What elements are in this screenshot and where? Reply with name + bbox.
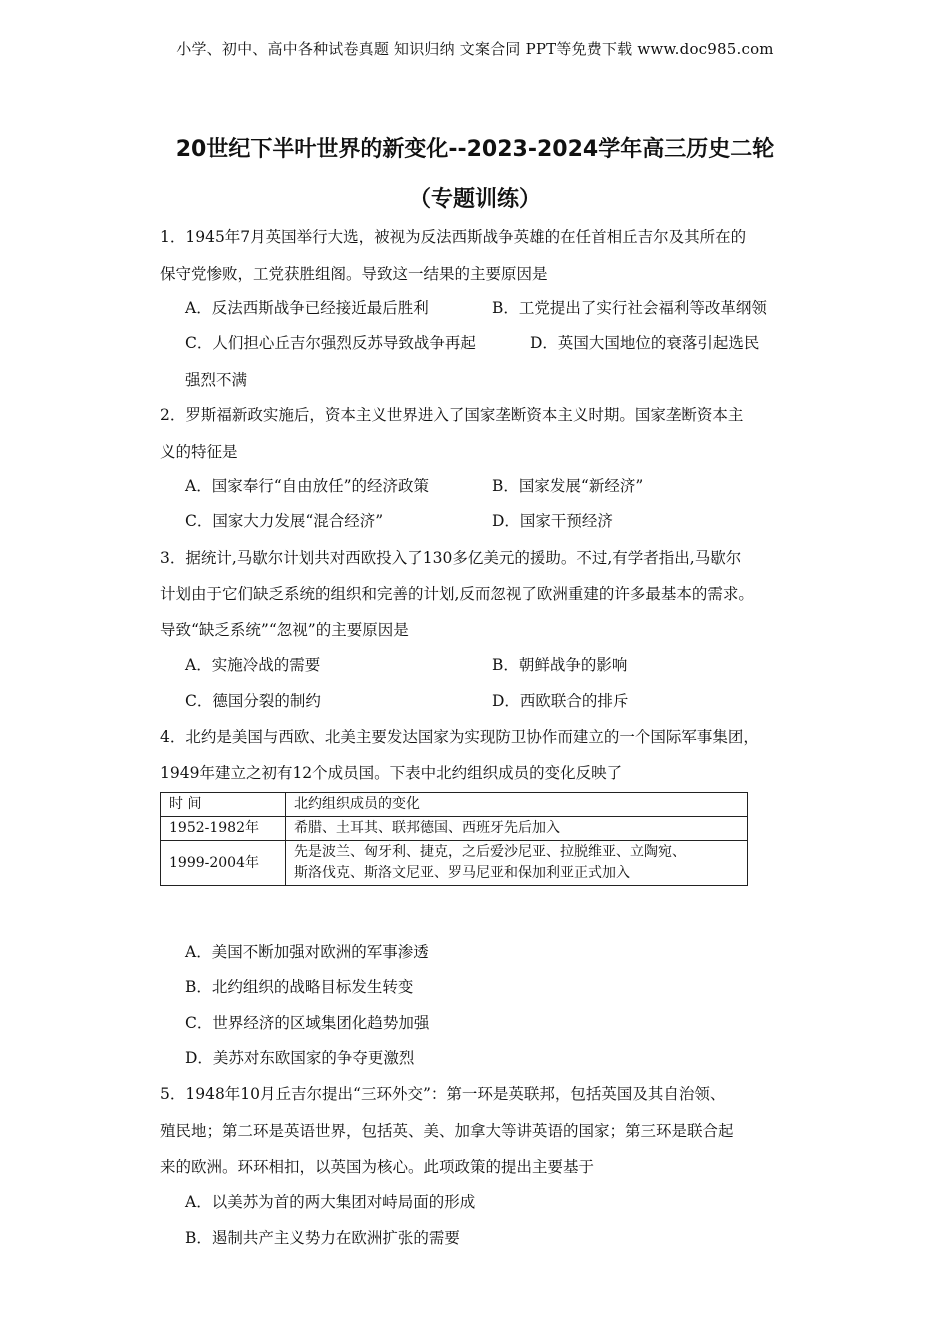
table-header-change: 北约组织成员的变化 [286, 793, 748, 817]
q3-stem-3: 导致“缺乏系统”“忽视”的主要原因是 [160, 621, 409, 639]
doc-title-line2: （专题训练） [408, 187, 541, 212]
q1-option-d-cont: 强烈不满 [185, 371, 248, 389]
q3-option-b: B．朝鲜战争的影响 [492, 656, 628, 674]
q1-option-a: A．反法西斯战争已经接近最后胜利 [185, 299, 429, 317]
table-header-time: 时 间 [161, 793, 286, 817]
q2-stem-2: 义的特征是 [160, 443, 238, 461]
q3-option-c: C．德国分裂的制约 [185, 692, 321, 710]
nato-members-table [160, 792, 748, 886]
q4-stem-1: 4．北约是美国与西欧、北美主要发达国家为实现防卫协作而建立的一个国际军事集团， [160, 728, 759, 746]
q4-option-d: D．美苏对东欧国家的争夺更激烈 [185, 1049, 415, 1067]
q5-stem-2: 殖民地；第二环是英语世界，包括英、美、加拿大等讲英语的国家；第三环是联合起 [160, 1122, 734, 1140]
table-cell [286, 841, 748, 886]
table-row [161, 817, 748, 841]
q4-option-b: B．北约组织的战略目标发生转变 [185, 978, 414, 996]
q4-option-a: A．美国不断加强对欧洲的军事渗透 [185, 943, 429, 961]
q1-option-b: B．工党提出了实行社会福利等改革纲领 [492, 299, 767, 317]
q2-stem-1: 2．罗斯福新政实施后，资本主义世界进入了国家垄断资本主义时期。国家垄断资本主 [160, 406, 744, 424]
q2-option-d: D．国家干预经济 [492, 512, 613, 530]
q2-option-b: B．国家发展“新经济” [492, 477, 644, 495]
page-header: 小学、初中、高中各种试卷真题 知识归纳 文案合同 PPT等免费下载 www.doc985.com [176, 40, 774, 58]
q1-stem-2: 保守党惨败，工党获胜组阁。导致这一结果的主要原因是 [160, 265, 548, 283]
q1-stem-1: 1．1945年7月英国举行大选，被视为反法西斯战争英雄的在任首相丘吉尔及其所在的 [160, 228, 747, 246]
q2-option-c: C．国家大力发展“混合经济” [185, 512, 384, 530]
q3-stem-2: 计划由于它们缺乏系统的组织和完善的计划,反而忽视了欧洲重建的许多最基本的需求。 [160, 585, 754, 603]
q5-stem-1: 5．1948年10月丘吉尔提出“三环外交”：第一环是英联邦，包括英国及其自治领、 [160, 1085, 726, 1103]
q3-stem-1: 3．据统计,马歇尔计划共对西欧投入了130多亿美元的援助。不过,有学者指出,马歇尔 [160, 549, 742, 567]
table-cell: 希腊、土耳其、联邦德国、西班牙先后加入 [286, 817, 748, 841]
table-cell-line: 先是波兰、匈牙利、捷克，之后爱沙尼亚、拉脱维亚、立陶宛、 [294, 844, 686, 860]
q1-option-c: C．人们担心丘吉尔强烈反苏导致战争再起 [185, 334, 476, 352]
table-cell-line: 斯洛伐克、斯洛文尼亚、罗马尼亚和保加利亚正式加入 [294, 865, 630, 881]
q4-stem-2: 1949年建立之初有12个成员国。下表中北约组织成员的变化反映了 [160, 764, 623, 782]
q4-option-c: C．世界经济的区域集团化趋势加强 [185, 1014, 430, 1032]
q5-option-b: B．遏制共产主义势力在欧洲扩张的需要 [185, 1229, 460, 1247]
table-cell: 1952-1982年 [161, 817, 286, 841]
table-row [161, 841, 748, 886]
q3-option-a: A．实施冷战的需要 [185, 656, 321, 674]
q5-stem-3: 来的欧洲。环环相扣，以英国为核心。此项政策的提出主要基于 [160, 1158, 595, 1176]
table-row [161, 793, 748, 817]
q3-option-d: D．西欧联合的排斥 [492, 692, 629, 710]
q2-option-a: A．国家奉行“自由放任”的经济政策 [185, 477, 430, 495]
table-cell: 1999-2004年 [161, 841, 286, 886]
q1-option-d: D．英国大国地位的衰落引起选民 [530, 334, 760, 352]
q5-option-a: A．以美苏为首的两大集团对峙局面的形成 [185, 1193, 476, 1211]
doc-title-line1: 20世纪下半叶世界的新变化--2023-2024学年高三历史二轮 [175, 137, 775, 162]
